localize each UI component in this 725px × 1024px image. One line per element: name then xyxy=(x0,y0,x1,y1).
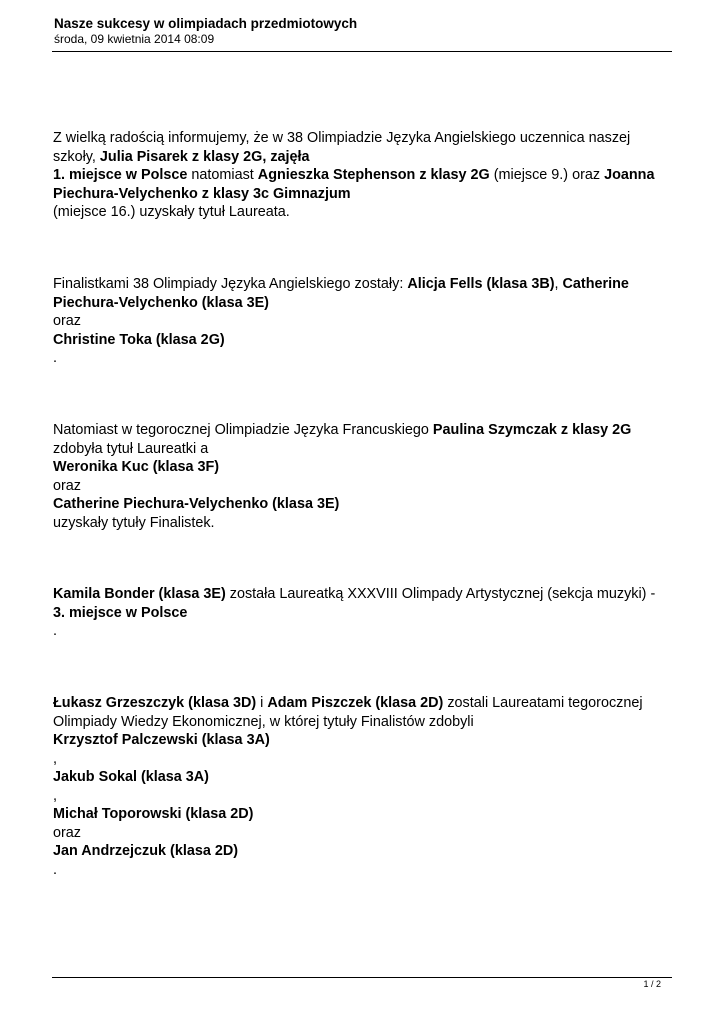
text-span: oraz xyxy=(53,477,81,494)
text-span: , xyxy=(554,276,563,292)
article-header xyxy=(54,16,674,47)
bold-span: Paulina Szymczak z klasy 2G xyxy=(432,422,632,438)
text-span: oraz xyxy=(53,313,81,329)
text-span: została Laureatką XXXVIII Olimpady Artystycznej (sekcja muzyki) - xyxy=(225,586,656,602)
paragraph-art-olympiad xyxy=(53,585,673,641)
paragraph-english-laureates xyxy=(53,129,673,222)
header-divider xyxy=(52,51,672,52)
text-span: Finalistkami 38 Olimpiady Języka Angielskiego zostały: xyxy=(53,276,408,292)
text-span: uzyskały tytuły Finalistek. xyxy=(53,514,215,531)
text-span: i xyxy=(256,695,268,711)
text-span: , xyxy=(53,750,57,767)
bold-span: Catherine Piechura-Velychenko (klasa 3E) xyxy=(53,496,340,512)
text-span: (miejsce 9.) oraz xyxy=(489,167,605,183)
paragraph-economics-olympiad xyxy=(53,694,673,879)
bold-span: Agnieszka Stephenson z klasy 2G xyxy=(257,167,490,183)
footer-divider xyxy=(52,977,672,978)
text-span: zdobyła tytuł Laureatki a xyxy=(53,440,209,457)
text-span: Natomiast w tegorocznej Olimpiadzie Języka Francuskiego xyxy=(53,422,433,438)
article-title: Nasze sukcesy w olimpiadach przedmiotowych xyxy=(54,16,358,31)
bold-span: Weronika Kuc (klasa 3F) xyxy=(53,459,220,475)
bold-span: 3. miejsce w Polsce xyxy=(53,604,188,621)
bold-span: Kamila Bonder (klasa 3E) xyxy=(53,586,226,602)
bold-span: Catherine Piechura-Velychenko (klasa 3E) xyxy=(53,276,629,311)
bold-span: Julia Pisarek z klasy 2G, zajęła xyxy=(99,148,310,165)
text-span: (miejsce 16.) uzyskały tytuł Laureata. xyxy=(53,204,290,220)
bold-span: Jakub Sokal (klasa 3A) xyxy=(53,769,209,785)
paragraph-english-finalists xyxy=(53,275,673,368)
paragraph-french-olympiad xyxy=(53,421,673,532)
page-number: 1 / 2 xyxy=(643,979,661,989)
text-span: . xyxy=(53,623,57,639)
bold-span: Krzysztof Palczewski (klasa 3A) xyxy=(53,732,270,748)
bold-span: 1. miejsce w Polsce xyxy=(53,167,188,183)
text-span: natomiast xyxy=(187,167,258,183)
bold-span: Adam Piszczek (klasa 2D) xyxy=(267,695,444,711)
bold-span: Christine Toka (klasa 2G) xyxy=(53,331,225,348)
article-date: środa, 09 kwietnia 2014 08:09 xyxy=(54,32,215,46)
text-span: , xyxy=(53,787,57,804)
text-span: oraz xyxy=(53,824,81,841)
text-span: . xyxy=(53,350,57,366)
bold-span: Łukasz Grzeszczyk (klasa 3D) xyxy=(53,695,257,711)
bold-span: Joanna Piechura-Velychenko z klasy 3c Gimnazjum xyxy=(53,167,655,202)
text-span: zostali Laureatami tegorocznej Olimpiady Wiedzy Ekonomicznej, w której tytuły Finalistów zdobyli xyxy=(53,695,643,730)
text-span: . xyxy=(53,861,57,878)
bold-span: Jan Andrzejczuk (klasa 2D) xyxy=(53,843,239,859)
text-span: Z wielką radością informujemy, że w 38 Olimpiadzie Języka Angielskiego uczennica naszej szkoły, xyxy=(53,130,631,165)
bold-span: Michał Toporowski (klasa 2D) xyxy=(53,806,254,822)
bold-span: Alicja Fells (klasa 3B) xyxy=(407,276,555,292)
